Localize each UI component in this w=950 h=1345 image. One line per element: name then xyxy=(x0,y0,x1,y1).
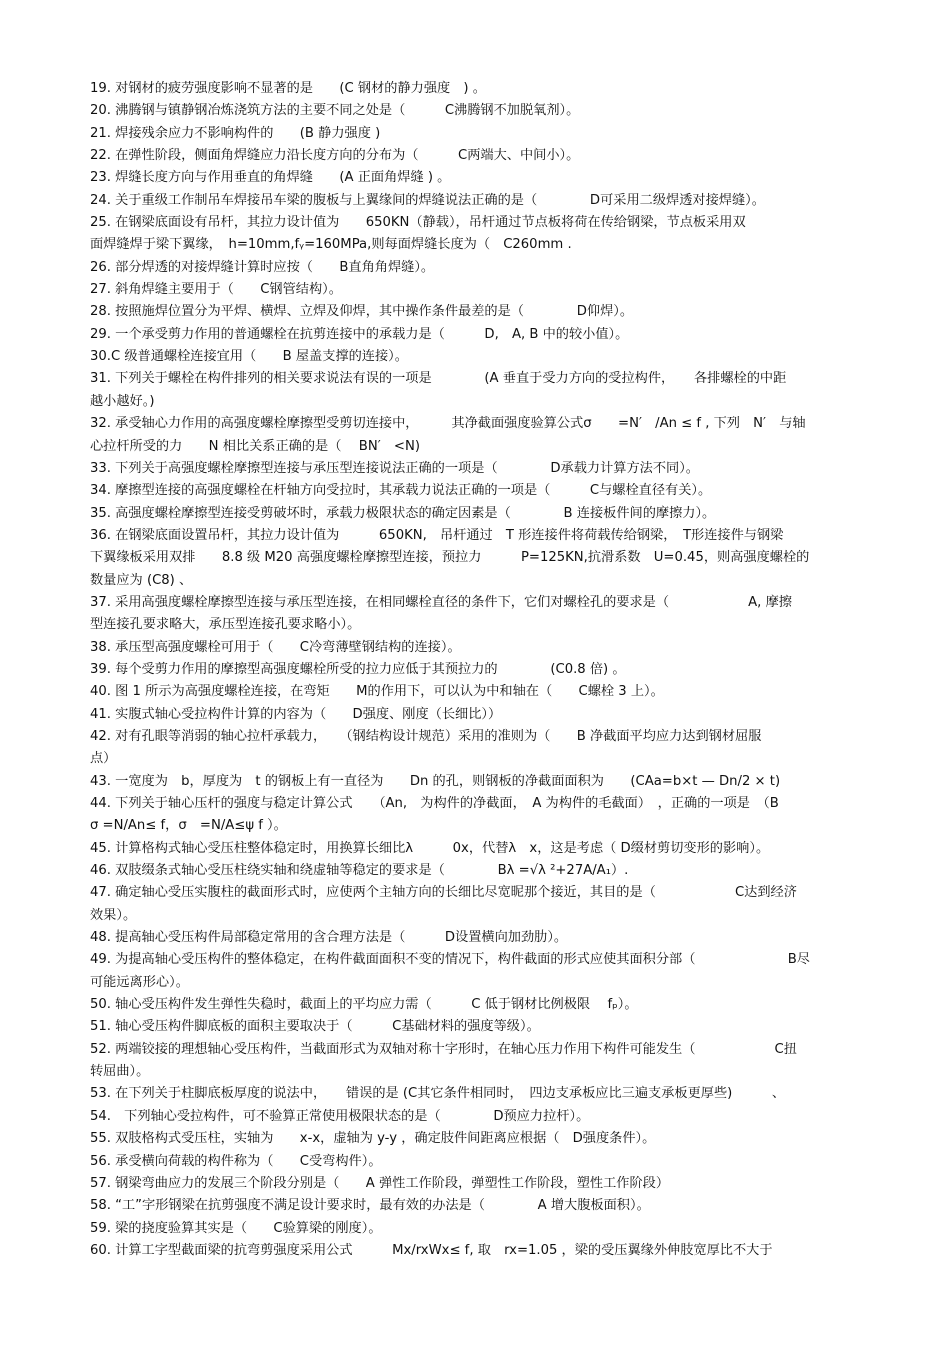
question-line: 41. 实腹式轴心受拉构件计算的内容为（ D强度、刚度（长细比）） xyxy=(90,706,502,722)
question-line: 52. 两端铰接的理想轴心受压构件，当截面形式为双轴对称十字形时，在轴心压力作用下构件可能发生（ C扭 xyxy=(90,1041,797,1057)
question-line: 47. 确定轴心受压实腹柱的截面形式时，应使两个主轴方向的长细比尽宽昵那个接近，其目的是（ C达到经济 xyxy=(90,885,797,901)
question-line: 28. 按照施焊位置分为平焊、横焊、立焊及仰焊，其中操作条件最差的是（ D仰焊）。 xyxy=(90,304,634,320)
question-line: 57. 钢梁弯曲应力的发展三个阶段分别是（ A 弹性工作阶段，弹塑性工作阶段，塑性工作阶段） xyxy=(90,1175,670,1191)
question-line: 60. 计算工字型截面梁的抗弯剪强度采用公式 Mx/rxWx≤ f, 取 rx=1.05 ，梁的受压翼缘外伸肢宽厚比不大于 xyxy=(90,1242,773,1258)
question-line: 49. 为提高轴心受压构件的整体稳定，在构件截面面积不变的情况下，构件截面的形式应使其面积分部（ B尽 xyxy=(90,952,810,968)
question-line: 45. 计算格构式轴心受压柱整体稳定时，用换算长细比λ 0x，代替λ x，这是考虑（ D缀材剪切变形的影响）。 xyxy=(90,840,770,856)
question-line: 越小越好。) xyxy=(90,393,155,409)
question-line: 38. 承压型高强度螺栓可用于（ C冷弯薄壁钢结构的连接）。 xyxy=(90,639,461,655)
question-line: 25. 在钢梁底面设有吊杆，其拉力设计值为 650KN（静载），吊杆通过节点板将荷在传给钢梁，节点板采用双 xyxy=(90,215,746,231)
question-line: 58. “工”字形钢梁在抗剪强度不满足设计要求时，最有效的办法是（ A 增大腹板面积）。 xyxy=(90,1198,650,1214)
question-line: 效果）。 xyxy=(90,907,137,923)
question-line: 37. 采用高强度螺栓摩擦型连接与承压型连接，在相同螺栓直径的条件下，它们对螺栓孔的要求是（ A, 摩擦 xyxy=(90,594,792,610)
question-line: 54. 下列轴心受拉构件，可不验算正常使用极限状态的是（ D预应力拉杆）。 xyxy=(90,1108,590,1124)
question-line: 型连接孔要求略大，承压型连接孔要求略小）。 xyxy=(90,617,361,633)
question-line xyxy=(90,1262,890,1284)
question-line: 27. 斜角焊缝主要用于（ C钢管结构）。 xyxy=(90,282,342,298)
question-line: 20. 沸腾钢与镇静钢冶炼浇筑方法的主要不同之处是（ C沸腾钢不加脱氧剂）。 xyxy=(90,103,580,119)
question-line: 51. 轴心受压构件脚底板的面积主要取决于（ C基础材料的强度等级）。 xyxy=(90,1019,540,1035)
question-line: 下翼缘板采用双排 8.8 级 M20 高强度螺栓摩擦型连接，预拉力 P=125KN,抗滑系数 U=0.45，则高强度螺栓的 xyxy=(90,550,810,566)
question-line: σ =N/An≤ f，σ =N/A≤ψ f ）。 xyxy=(90,818,287,834)
document-body xyxy=(90,78,890,1285)
question-line: 44. 下列关于轴心压杆的强度与稳定计算公式 （An, 为构件的净截面， A 为构件的毛截面） ，正确的一项是 （B xyxy=(90,796,779,811)
question-line: 26. 部分焊透的对接焊缝计算时应按（ B直角角焊缝）。 xyxy=(90,259,435,275)
question-line: 39. 每个受剪力作用的摩擦型高强度螺栓所受的拉力应低于其预拉力的 (C0.8 倍) 。 xyxy=(90,661,626,677)
question-line: 53. 在下列关于柱脚底板厚度的说法中， 错误的是 (C其它条件相同时， 四边支承板应比三遍支承板更厚些) 、 xyxy=(90,1086,786,1102)
question-line: 面焊缝焊于梁下翼缘， h=10mm,fᵧ=160MPa,则每面焊缝长度为（ C260mm . xyxy=(90,237,572,253)
question-line: 转屈曲）。 xyxy=(90,1064,150,1080)
question-line: 数量应为 (C8) 、 xyxy=(90,572,193,588)
question-line: 55. 双肢格构式受压柱，实轴为 x-x，虚轴为 y-y ，确定肢件间距离应根据（ D强度条件）。 xyxy=(90,1131,656,1147)
question-line: 32. 承受轴心力作用的高强度螺栓摩擦型受剪切连接中， 其净截面强度验算公式σ =N′ /An ≤ f , 下列 N′ 与轴 xyxy=(90,416,806,432)
question-line: 可能远离形心）。 xyxy=(90,974,189,990)
question-line: 33. 下列关于高强度螺栓摩擦型连接与承压型连接说法正确的一项是（ D承载力计算方法不同）。 xyxy=(90,460,699,476)
question-line: 21. 焊接残余应力不影响构件的 (B 静力强度 ) xyxy=(90,125,381,141)
question-line: 48. 提高轴心受压构件局部稳定常用的含合理方法是（ D设置横向加劲肋）。 xyxy=(90,930,568,946)
question-line: 46. 双肢缀条式轴心受压柱绕实轴和绕虚轴等稳定的要求是（ Bλ =√λ ²+27A/A₁）. xyxy=(90,863,629,879)
question-line: 36. 在钢梁底面设置吊杆，其拉力设计值为 650KN, 吊杆通过 T 形连接件将荷载传给钢梁， T形连接件与钢梁 xyxy=(90,527,784,543)
question-line: 30.C 级普通螺栓连接宜用（ B 屋盖支撑的连接）。 xyxy=(90,349,408,365)
question-line: 35. 高强度螺栓摩擦型连接受剪破坏时，承载力极限状态的确定因素是（ B 连接板件间的摩擦力）。 xyxy=(90,505,716,521)
question-line: 24. 关于重级工作制吊车焊接吊车梁的腹板与上翼缘间的焊缝说法正确的是（ D可采用二级焊透对接焊缝）。 xyxy=(90,192,765,208)
question-line: 40. 图 1 所示为高强度螺栓连接，在弯矩 M的作用下，可以认为中和轴在（ C螺栓 3 上）。 xyxy=(90,684,664,700)
question-line: 31. 下列关于螺栓在构件排列的相关要求说法有误的一项是 (A 垂直于受力方向的受拉构件， 各排螺栓的中距 xyxy=(90,371,787,387)
question-line: 23. 焊缝长度方向与作用垂直的角焊缝 (A 正面角焊缝 ) 。 xyxy=(90,170,451,186)
question-line: 22. 在弹性阶段，侧面角焊缝应力沿长度方向的分布为（ C两端大、中间小）。 xyxy=(90,148,580,164)
question-line: 50. 轴心受压构件发生弹性失稳时，截面上的平均应力需（ C 低于钢材比例极限 fₚ）。 xyxy=(90,997,638,1013)
question-line: 19. 对钢材的疲劳强度影响不显著的是 (C 钢材的静力强度 ) 。 xyxy=(90,81,486,96)
question-line: 29. 一个承受剪力作用的普通螺栓在抗剪连接中的承载力是（ D, A, B 中的较小值）。 xyxy=(90,326,629,342)
question-line: 43. 一宽度为 b，厚度为 t 的钢板上有一直径为 Dn 的孔，则钢板的净截面面积为 (CAa=b×t — Dn/2 × t) xyxy=(90,773,781,789)
question-line: 心拉杆所受的力 N 相比关系正确的是（ BN′ <N) xyxy=(90,438,420,454)
question-line: 42. 对有孔眼等消弱的轴心拉杆承载力， （钢结构设计规范）采用的准则为（ B 净截面平均应力达到钢材屈服 xyxy=(90,728,762,744)
question-line: 59. 梁的挠度验算其实是（ C验算梁的刚度）。 xyxy=(90,1220,382,1236)
question-line: 56. 承受横向荷载的构件称为（ C受弯构件）。 xyxy=(90,1153,382,1169)
question-line: 34. 摩擦型连接的高强度螺栓在杆轴方向受拉时，其承载力说法正确的一项是（ C与螺栓直径有关）。 xyxy=(90,483,712,499)
question-line: 点） xyxy=(90,751,117,767)
